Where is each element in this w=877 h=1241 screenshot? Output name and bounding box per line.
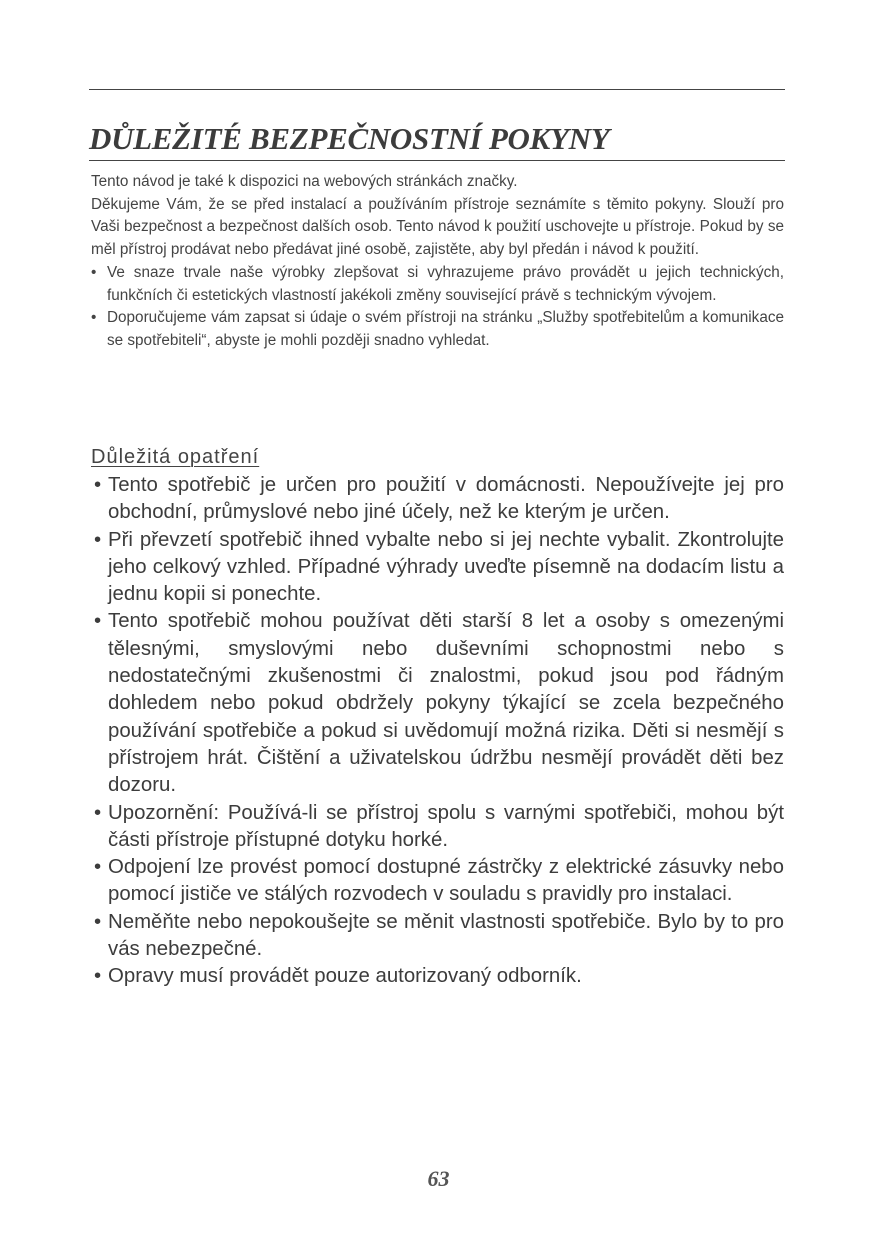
bullet-marker: • [94, 856, 102, 879]
precaution-item: • Upozornění: Používá-li se přístroj spolu s varnými spotřebiči, mohou být části přístroje přístupné dotyku horké. [94, 801, 784, 851]
page-number: 63 [427, 1166, 450, 1191]
precaution-item: • Při převzetí spotřebič ihned vybalte nebo si jej nechte vybalit. Zkontrolujte jeho celkový vzhled. Případné výhrady uveďte písemně na dodacím listu a jednu kopii si ponechte. [94, 528, 784, 606]
precaution-item: • Odpojení lze provést pomocí dostupné zástrčky z elektrické zásuvky nebo pomocí jističe ve stálých rozvodech v souladu s pravidly pro instalaci. [94, 856, 784, 906]
intro-bullet-item: • Ve snaze trvale naše výrobky zlepšovat si vyhrazujeme právo provádět u jejich technických, funkčních či estetických vlastností jakékoli změny související právě s technickým vývojem. [91, 263, 784, 304]
page-title: DŮLEŽITÉ BEZPEČNOSTNÍ POKYNY [89, 120, 610, 156]
bullet-marker: • [94, 474, 102, 496]
intro-paragraph: Děkujeme Vám, že se před instalací a používáním přístroje seznámíte s těmito pokyny. Slouží pro Vaši bezpečnost a bezpečnost dalších osob. Tento návod k použití uschovejte u přístroje. Pokud by se měl přístroj prodávat nebo předávat jiné osobě, zajistěte, aby byl předán i návod k použití. [91, 195, 784, 259]
precautions-list [94, 472, 784, 991]
bullet-marker: • [94, 801, 102, 824]
title-underline-rule [89, 160, 785, 161]
intro-bullet-list [91, 262, 784, 353]
precaution-item: • Opravy musí provádět pouze autorizovaný odborník. [94, 963, 784, 990]
precaution-item: • Tento spotřebič je určen pro použití v domácnosti. Nepoužívejte jej pro obchodní, průmyslové nebo jiné účely, než ke kterým je určen. [94, 474, 784, 524]
precaution-item: • Neměňte nebo nepokoušejte se měnit vlastnosti spotřebiče. Bylo by to pro vás nebezpečné. [94, 910, 784, 961]
top-rule [89, 89, 785, 90]
section-heading: Důležitá opatření [91, 446, 260, 468]
bullet-marker: • [91, 263, 97, 281]
intro-section [91, 171, 784, 353]
bullet-marker: • [94, 610, 102, 633]
bullet-marker: • [94, 910, 102, 933]
precaution-item: • Tento spotřebič mohou používat děti starší 8 let a osoby s omezenými tělesnými, smyslovými nebo duševními schopnostmi nebo s nedostatečnými zkušenostmi či znalostmi, pokud jsou pod řádným dohledem nebo pokud obdržely pokyny týkající se zcela bezpečného používání spotřebiče a pokud si uvědomují možná rizika. Děti si nesmějí s přístrojem hrát. Čištění a uživatelskou údržbu nesmějí provádět děti bez dozoru. [94, 610, 784, 797]
bullet-marker: • [94, 528, 102, 551]
precautions-section [94, 472, 784, 991]
intro-bullet-item: • Doporučujeme vám zapsat si údaje o svém přístroji na stránku „Služby spotřebitelům a komunikace se spotřebiteli“, abyste je mohli později snadno vyhledat. [91, 309, 784, 349]
bullet-marker: • [94, 965, 102, 988]
bullet-marker: • [91, 309, 97, 327]
intro-paragraph: Tento návod je také k dispozici na webových stránkách značky. [91, 173, 518, 190]
